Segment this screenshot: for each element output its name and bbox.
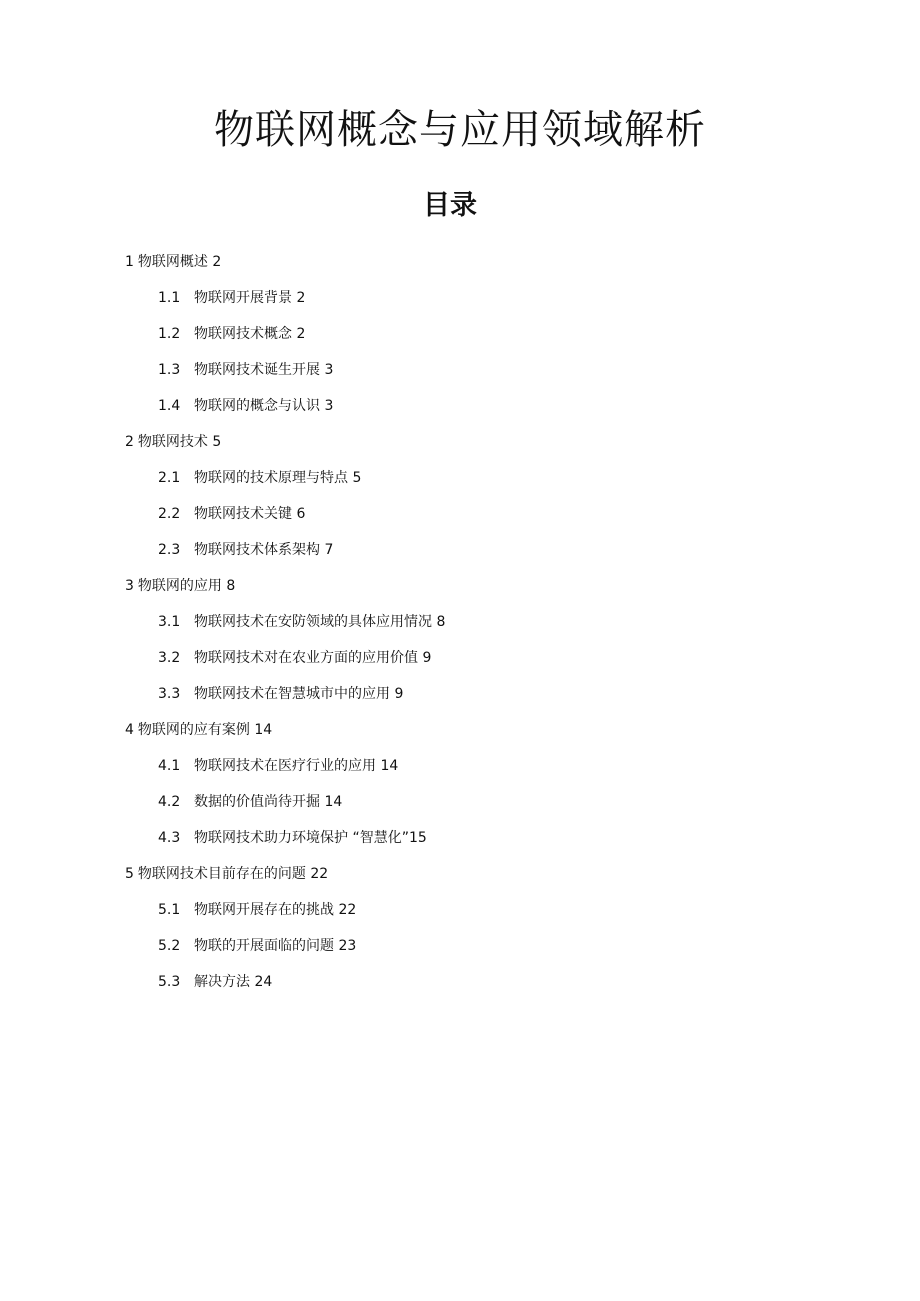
toc-entry-text: 物联网的应用 8 bbox=[137, 578, 236, 594]
toc-entry-text: 物联网的应有案例 14 bbox=[137, 722, 273, 738]
toc-entry-number: 3 bbox=[125, 578, 134, 594]
toc-section-entry[interactable] bbox=[0, 644, 920, 680]
toc-entry-text: 物联网技术在安防领域的具体应用情况 8 bbox=[194, 614, 446, 630]
toc-heading: 目录 bbox=[423, 190, 477, 221]
toc-entry-number: 3.2 bbox=[158, 650, 181, 666]
toc-entry-number: 2.2 bbox=[158, 506, 181, 522]
toc-entry-text: 解决方法 24 bbox=[194, 974, 273, 990]
toc-entry-text: 物联网的概念与认识 3 bbox=[194, 398, 334, 414]
toc-entry-number: 4.2 bbox=[158, 794, 181, 810]
toc-section-entry[interactable] bbox=[0, 968, 920, 1004]
toc-entry-text: 数据的价值尚待开掘 14 bbox=[194, 794, 343, 810]
toc-section-entry[interactable] bbox=[0, 896, 920, 932]
toc-chapter-entry[interactable] bbox=[0, 572, 920, 608]
toc-entry-number: 4.1 bbox=[158, 758, 181, 774]
toc-entry-text: 物联网技术对在农业方面的应用价值 9 bbox=[194, 650, 432, 666]
toc-entry-number: 3.1 bbox=[158, 614, 181, 630]
toc-section-entry[interactable] bbox=[0, 320, 920, 356]
toc-entry-number: 2.3 bbox=[158, 542, 181, 558]
toc-entry-number: 4.3 bbox=[158, 830, 181, 846]
toc-section-entry[interactable] bbox=[0, 356, 920, 392]
document-title: 物联网概念与应用领域解析 bbox=[214, 107, 706, 153]
toc-entry-number: 2.1 bbox=[158, 470, 181, 486]
toc-entry-text: 物联网技术关键 6 bbox=[194, 506, 306, 522]
toc-chapter-entry[interactable] bbox=[0, 716, 920, 752]
toc-section-entry[interactable] bbox=[0, 464, 920, 500]
toc-entry-number: 5.1 bbox=[158, 902, 181, 918]
toc-entry-text: 物联网技术在医疗行业的应用 14 bbox=[194, 758, 399, 774]
toc-entry-text: 物联网技术助力环境保护 “智慧化”15 bbox=[194, 830, 427, 846]
toc-entry-text: 物联网技术概念 2 bbox=[194, 326, 306, 342]
toc-entry-text: 物联网技术诞生开展 3 bbox=[194, 362, 334, 378]
toc-chapter-entry[interactable] bbox=[0, 248, 920, 284]
toc-entry-number: 1.4 bbox=[158, 398, 181, 414]
toc-section-entry[interactable] bbox=[0, 536, 920, 572]
toc-entry-text: 物联网技术体系架构 7 bbox=[194, 542, 334, 558]
toc-entry-number: 3.3 bbox=[158, 686, 181, 702]
toc-section-entry[interactable] bbox=[0, 788, 920, 824]
toc-entry-text: 物联网开展背景 2 bbox=[194, 290, 306, 306]
toc-entry-text: 物联网技术目前存在的问题 22 bbox=[137, 866, 329, 882]
toc-entry-number: 1 bbox=[125, 254, 134, 270]
toc-section-entry[interactable] bbox=[0, 500, 920, 536]
toc-entry-text: 物联网概述 2 bbox=[137, 254, 222, 270]
toc-entry-number: 5.2 bbox=[158, 938, 181, 954]
toc-entry-number: 2 bbox=[125, 434, 134, 450]
toc-entry-text: 物联的开展面临的问题 23 bbox=[194, 938, 357, 954]
toc-entry-number: 1.3 bbox=[158, 362, 181, 378]
toc-section-entry[interactable] bbox=[0, 608, 920, 644]
toc-entry-text: 物联网开展存在的挑战 22 bbox=[194, 902, 357, 918]
toc-entry-number: 1.1 bbox=[158, 290, 181, 306]
toc-entry-number: 4 bbox=[125, 722, 134, 738]
toc-section-entry[interactable] bbox=[0, 392, 920, 428]
toc-section-entry[interactable] bbox=[0, 284, 920, 320]
toc-section-entry[interactable] bbox=[0, 824, 920, 860]
table-of-contents bbox=[0, 248, 920, 1004]
toc-chapter-entry[interactable] bbox=[0, 428, 920, 464]
toc-entry-text: 物联网技术在智慧城市中的应用 9 bbox=[194, 686, 404, 702]
toc-entry-number: 1.2 bbox=[158, 326, 181, 342]
toc-section-entry[interactable] bbox=[0, 680, 920, 716]
toc-entry-number: 5 bbox=[125, 866, 134, 882]
toc-section-entry[interactable] bbox=[0, 752, 920, 788]
toc-entry-text: 物联网技术 5 bbox=[137, 434, 222, 450]
toc-section-entry[interactable] bbox=[0, 932, 920, 968]
toc-chapter-entry[interactable] bbox=[0, 860, 920, 896]
toc-entry-text: 物联网的技术原理与特点 5 bbox=[194, 470, 362, 486]
toc-entry-number: 5.3 bbox=[158, 974, 181, 990]
